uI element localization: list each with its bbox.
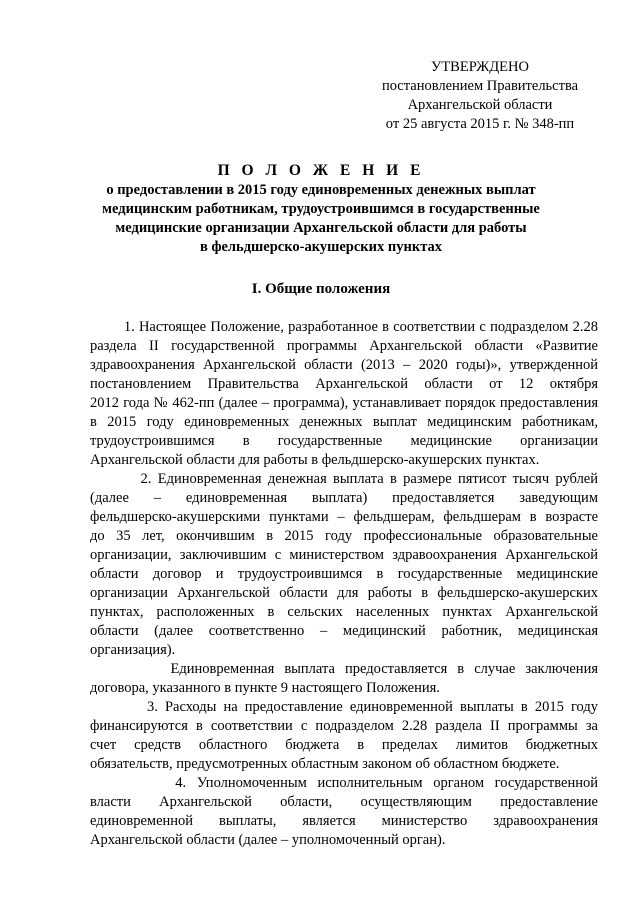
document-body bbox=[90, 318, 598, 850]
document-heading: П О Л О Ж Е Н И Е bbox=[217, 162, 425, 179]
paragraph-line: 4. Уполномоченным исполнительным органом государственной bbox=[90, 775, 598, 791]
approval-title: УТВЕРЖДЕНО bbox=[431, 59, 529, 75]
paragraph-line: единовременной выплаты, является министерство здравоохранения bbox=[90, 813, 598, 829]
title-line: в фельдшерско-акушерских пунктах bbox=[199, 239, 442, 255]
paragraph-line: финансируются в соответствии с подразделом 2.28 раздела II программы за bbox=[90, 718, 598, 734]
paragraph-line: 2. Единовременная денежная выплата в размере пятисот тысяч рублей bbox=[90, 471, 598, 487]
title-line: медицинские организации Архангельской области для работы bbox=[115, 220, 527, 236]
paragraph bbox=[90, 660, 598, 698]
paragraph-line: организация). bbox=[90, 642, 176, 658]
paragraph-line: области договор и трудоустроившимся в государственные медицинские bbox=[90, 566, 598, 582]
paragraph-line: 3. Расходы на предоставление единовременной выплаты в 2015 году bbox=[90, 699, 598, 715]
paragraph-line: до 35 лет, окончившим в 2015 году профессиональные образовательные bbox=[90, 528, 598, 544]
paragraph-line: раздела II государственной программы Архангельской области «Развитие bbox=[90, 338, 598, 354]
paragraph-line: 2012 года № 462-пп (далее – программа), устанавливает порядок предоставления bbox=[90, 395, 598, 411]
paragraph-line: власти Архангельской области, осуществляющим предоставление bbox=[90, 794, 598, 810]
section-heading: I. Общие положения bbox=[251, 281, 391, 297]
paragraph bbox=[90, 318, 598, 470]
approval-stamp bbox=[360, 58, 600, 134]
paragraph-line: организации Архангельской области для работы в фельдшерско-акушерских bbox=[90, 585, 598, 601]
paragraph bbox=[90, 470, 598, 660]
title-line: медицинским работникам, трудоустроившимся в государственные bbox=[102, 201, 540, 217]
approval-line: Архангельской области bbox=[407, 97, 553, 113]
approval-date: от 25 августа 2015 г. № 348-пп bbox=[385, 116, 575, 132]
paragraph-line: Единовременная выплата предоставляется в случае заключения bbox=[90, 661, 598, 677]
paragraph-line: организации, заключившим с министерством здравоохранения Архангельской bbox=[90, 547, 598, 563]
document-title bbox=[90, 161, 552, 257]
paragraph bbox=[90, 774, 598, 850]
approval-line: постановлением Правительства bbox=[381, 78, 579, 94]
paragraph-line: (далее – единовременная выплата) предоставляется заведующим bbox=[90, 490, 598, 506]
paragraph-line: обязательств, предусмотренных областным законом об областном бюджете. bbox=[90, 756, 560, 772]
paragraph-line: фельдшерско-акушерскими пунктами – фельдшерам, фельдшерам в возрасте bbox=[90, 509, 598, 525]
paragraph-line: пунктах, расположенных в сельских населенных пунктах Архангельской bbox=[90, 604, 598, 620]
paragraph bbox=[90, 698, 598, 774]
paragraph-line: постановлением Правительства Архангельской области от 12 октября bbox=[90, 376, 598, 392]
paragraph-line: здравоохранения Архангельской области (2013 – 2020 годы)», утвержденной bbox=[90, 357, 598, 373]
paragraph-line: счет средств областного бюджета в пределах лимитов бюджетных bbox=[90, 737, 598, 753]
title-line: о предоставлении в 2015 году единовременных денежных выплат bbox=[106, 182, 536, 198]
paragraph-line: области (далее соответственно – медицинский работник, медицинская bbox=[90, 623, 598, 639]
paragraph-line: Архангельской области (далее – уполномоченный орган). bbox=[90, 832, 446, 848]
paragraph-line: Архангельской области для работы в фельдшерско-акушерских пунктах. bbox=[90, 452, 540, 468]
paragraph-line: трудоустроившимся в государственные медицинские организации bbox=[90, 433, 598, 449]
paragraph-line: договора, указанного в пункте 9 настоящего Положения. bbox=[90, 680, 440, 696]
paragraph-line: в 2015 году единовременных денежных выплат медицинским работникам, bbox=[90, 414, 598, 430]
paragraph-line: 1. Настоящее Положение, разработанное в соответствии с подразделом 2.28 bbox=[90, 319, 598, 335]
